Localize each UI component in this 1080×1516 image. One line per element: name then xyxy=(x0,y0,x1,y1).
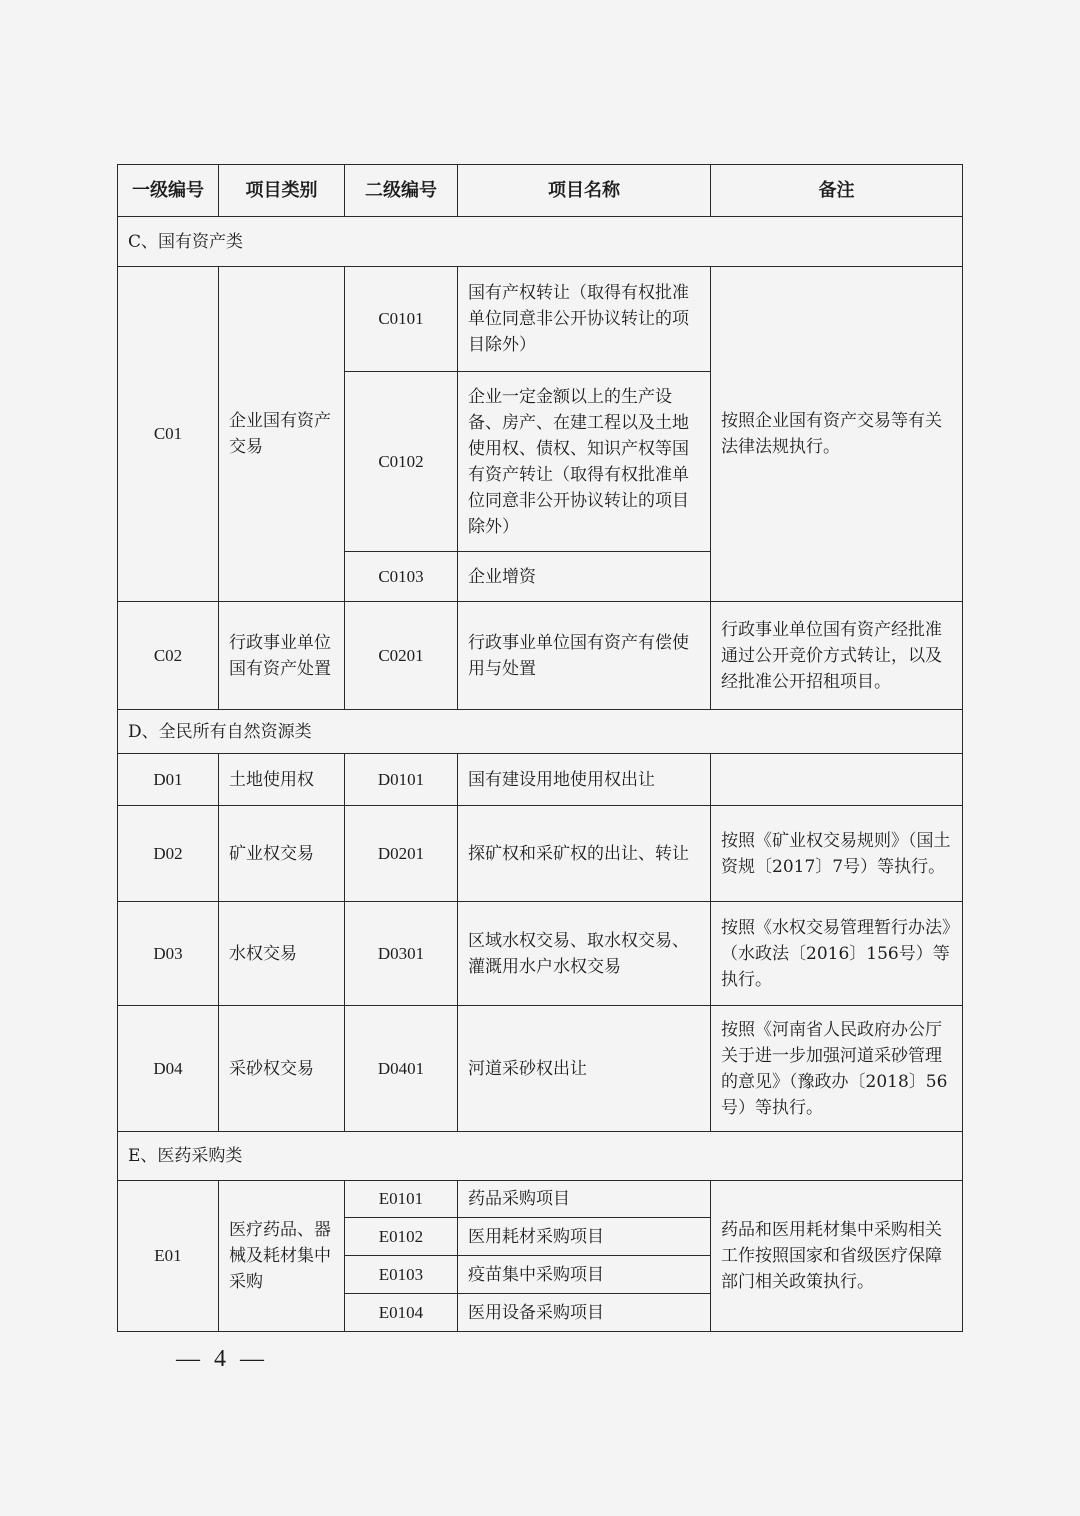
d03-code: D03 xyxy=(118,902,219,1006)
table-row xyxy=(118,602,963,710)
e0104-name: 医用设备采购项目 xyxy=(458,1294,711,1332)
c01-note: 按照企业国有资产交易等有关法律法规执行。 xyxy=(711,267,963,602)
c0101-code: C0101 xyxy=(345,267,458,372)
table-row xyxy=(118,754,963,806)
header-note: 备注 xyxy=(711,165,963,217)
section-title-e: E、医药采购类 xyxy=(118,1132,963,1181)
e0103-name: 疫苗集中采购项目 xyxy=(458,1256,711,1294)
d01-note xyxy=(711,754,963,806)
table-row xyxy=(118,1181,963,1218)
c02-code: C02 xyxy=(118,602,219,710)
c01-category: 企业国有资产交易 xyxy=(219,267,345,602)
c0201-code: C0201 xyxy=(345,602,458,710)
d01-category: 土地使用权 xyxy=(219,754,345,806)
e0102-name: 医用耗材采购项目 xyxy=(458,1218,711,1256)
section-title-c: C、国有资产类 xyxy=(118,217,963,267)
table-row xyxy=(118,267,963,372)
c01-code: C01 xyxy=(118,267,219,602)
e01-note: 药品和医用耗材集中采购相关工作按照国家和省级医疗保障部门相关政策执行。 xyxy=(711,1181,963,1332)
table-row xyxy=(118,806,963,902)
c0103-name: 企业增资 xyxy=(458,552,711,602)
header-level1-code: 一级编号 xyxy=(118,165,219,217)
d0201-name: 探矿权和采矿权的出让、转让 xyxy=(458,806,711,902)
d02-category: 矿业权交易 xyxy=(219,806,345,902)
e01-category: 医疗药品、器械及耗材集中采购 xyxy=(219,1181,345,1332)
d04-category: 采砂权交易 xyxy=(219,1006,345,1132)
section-row xyxy=(118,1132,963,1181)
e0104-code: E0104 xyxy=(345,1294,458,1332)
d0301-name: 区域水权交易、取水权交易、灌溉用水户水权交易 xyxy=(458,902,711,1006)
header-project-name: 项目名称 xyxy=(458,165,711,217)
c0101-name: 国有产权转让（取得有权批准单位同意非公开协议转让的项目除外） xyxy=(458,267,711,372)
section-title-d: D、全民所有自然资源类 xyxy=(118,710,963,754)
page-number: — 4 — xyxy=(176,1346,268,1372)
c0102-name: 企业一定金额以上的生产设备、房产、在建工程以及土地使用权、债权、知识产权等国有资产转让（取得有权批准单位同意非公开协议转让的项目除外） xyxy=(458,372,711,552)
e0101-name: 药品采购项目 xyxy=(458,1181,711,1218)
d0401-code: D0401 xyxy=(345,1006,458,1132)
header-level2-code: 二级编号 xyxy=(345,165,458,217)
c02-category: 行政事业单位国有资产处置 xyxy=(219,602,345,710)
d04-code: D04 xyxy=(118,1006,219,1132)
d02-code: D02 xyxy=(118,806,219,902)
section-row xyxy=(118,217,963,267)
header-category: 项目类别 xyxy=(219,165,345,217)
e0102-code: E0102 xyxy=(345,1218,458,1256)
d01-code: D01 xyxy=(118,754,219,806)
d0201-code: D0201 xyxy=(345,806,458,902)
e0103-code: E0103 xyxy=(345,1256,458,1294)
c0201-name: 行政事业单位国有资产有偿使用与处置 xyxy=(458,602,711,710)
c0102-code: C0102 xyxy=(345,372,458,552)
d0101-name: 国有建设用地使用权出让 xyxy=(458,754,711,806)
d03-category: 水权交易 xyxy=(219,902,345,1006)
table-header-row xyxy=(118,165,963,217)
project-catalog-table xyxy=(117,164,963,1332)
d0101-code: D0101 xyxy=(345,754,458,806)
d0401-name: 河道采砂权出让 xyxy=(458,1006,711,1132)
d04-note: 按照《河南省人民政府办公厅关于进一步加强河道采砂管理的意见》（豫政办〔2018〕56号）等执行。 xyxy=(711,1006,963,1132)
e01-code: E01 xyxy=(118,1181,219,1332)
d02-note: 按照《矿业权交易规则》（国土资规〔2017〕7号）等执行。 xyxy=(711,806,963,902)
table-row xyxy=(118,1006,963,1132)
section-row xyxy=(118,710,963,754)
c0103-code: C0103 xyxy=(345,552,458,602)
table-row xyxy=(118,902,963,1006)
d0301-code: D0301 xyxy=(345,902,458,1006)
c02-note: 行政事业单位国有资产经批准通过公开竞价方式转让，以及经批准公开招租项目。 xyxy=(711,602,963,710)
e0101-code: E0101 xyxy=(345,1181,458,1218)
d03-note: 按照《水权交易管理暂行办法》（水政法〔2016〕156号）等执行。 xyxy=(711,902,963,1006)
